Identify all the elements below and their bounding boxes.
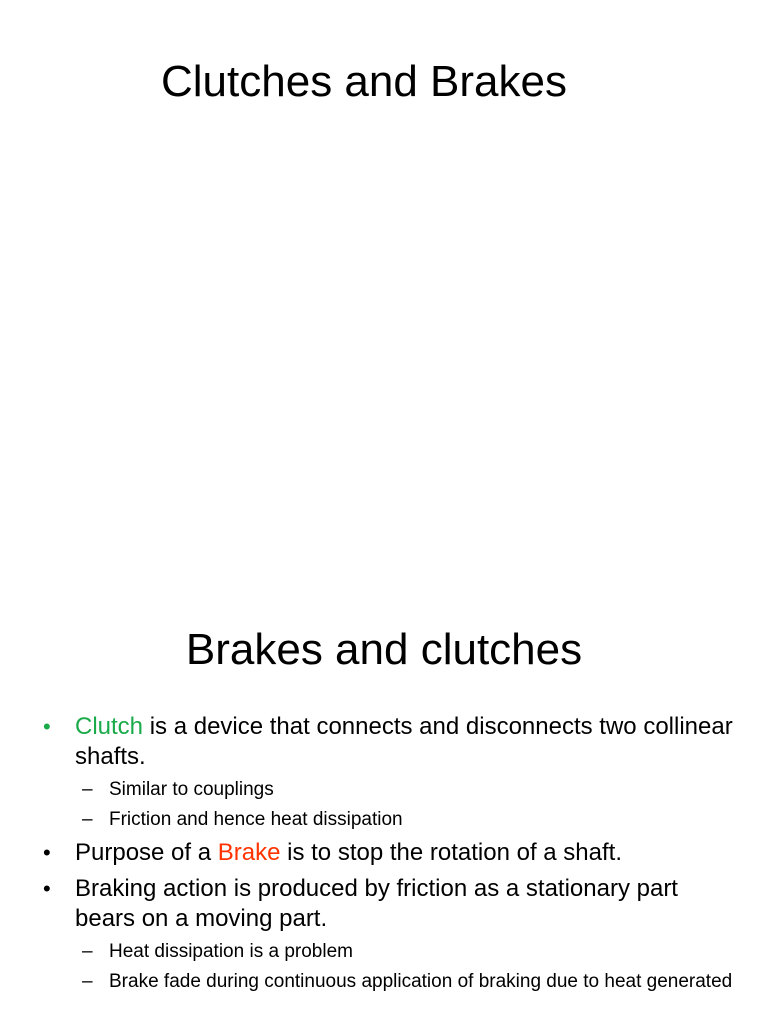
bullet-point bbox=[0, 874, 768, 934]
bullet-text: is a device that connects and disconnects two collinear shafts. bbox=[75, 713, 733, 770]
bullet-text: Braking action is produced by friction as a stationary part bears on a moving part. bbox=[75, 875, 678, 932]
dash-icon: – bbox=[82, 941, 93, 962]
sub-bullet-text: Similar to couplings bbox=[109, 779, 274, 800]
sub-bullet-text: Friction and hence heat dissipation bbox=[109, 809, 403, 830]
sub-bullet-text: Brake fade during continuous application of braking due to heat generated bbox=[109, 971, 733, 992]
brake-term: Brake bbox=[217, 839, 281, 866]
bullet-text: is to stop the rotation of a shaft. bbox=[280, 839, 622, 866]
bullet-text-prefix: Purpose of a bbox=[75, 839, 218, 866]
bullet-point bbox=[0, 838, 768, 868]
sub-bullet-point bbox=[0, 808, 768, 832]
sub-bullet-point bbox=[0, 940, 768, 964]
dash-icon: – bbox=[82, 809, 93, 830]
bullet-icon: • bbox=[43, 840, 51, 865]
sub-bullet-point bbox=[0, 778, 768, 802]
slide-brakes-and-clutches bbox=[0, 576, 768, 1024]
sub-bullet-point bbox=[0, 970, 768, 994]
dash-icon: – bbox=[82, 779, 93, 800]
slide-title: Clutches and Brakes bbox=[161, 57, 567, 106]
dash-icon: – bbox=[82, 971, 93, 992]
bullet-icon: • bbox=[43, 714, 51, 739]
slide-body bbox=[0, 712, 768, 1000]
bullet-point bbox=[0, 712, 768, 772]
sub-bullet-text: Heat dissipation is a problem bbox=[109, 941, 353, 962]
clutch-term: Clutch bbox=[75, 713, 144, 740]
bullet-icon: • bbox=[43, 876, 51, 901]
slide-title: Brakes and clutches bbox=[185, 625, 583, 674]
